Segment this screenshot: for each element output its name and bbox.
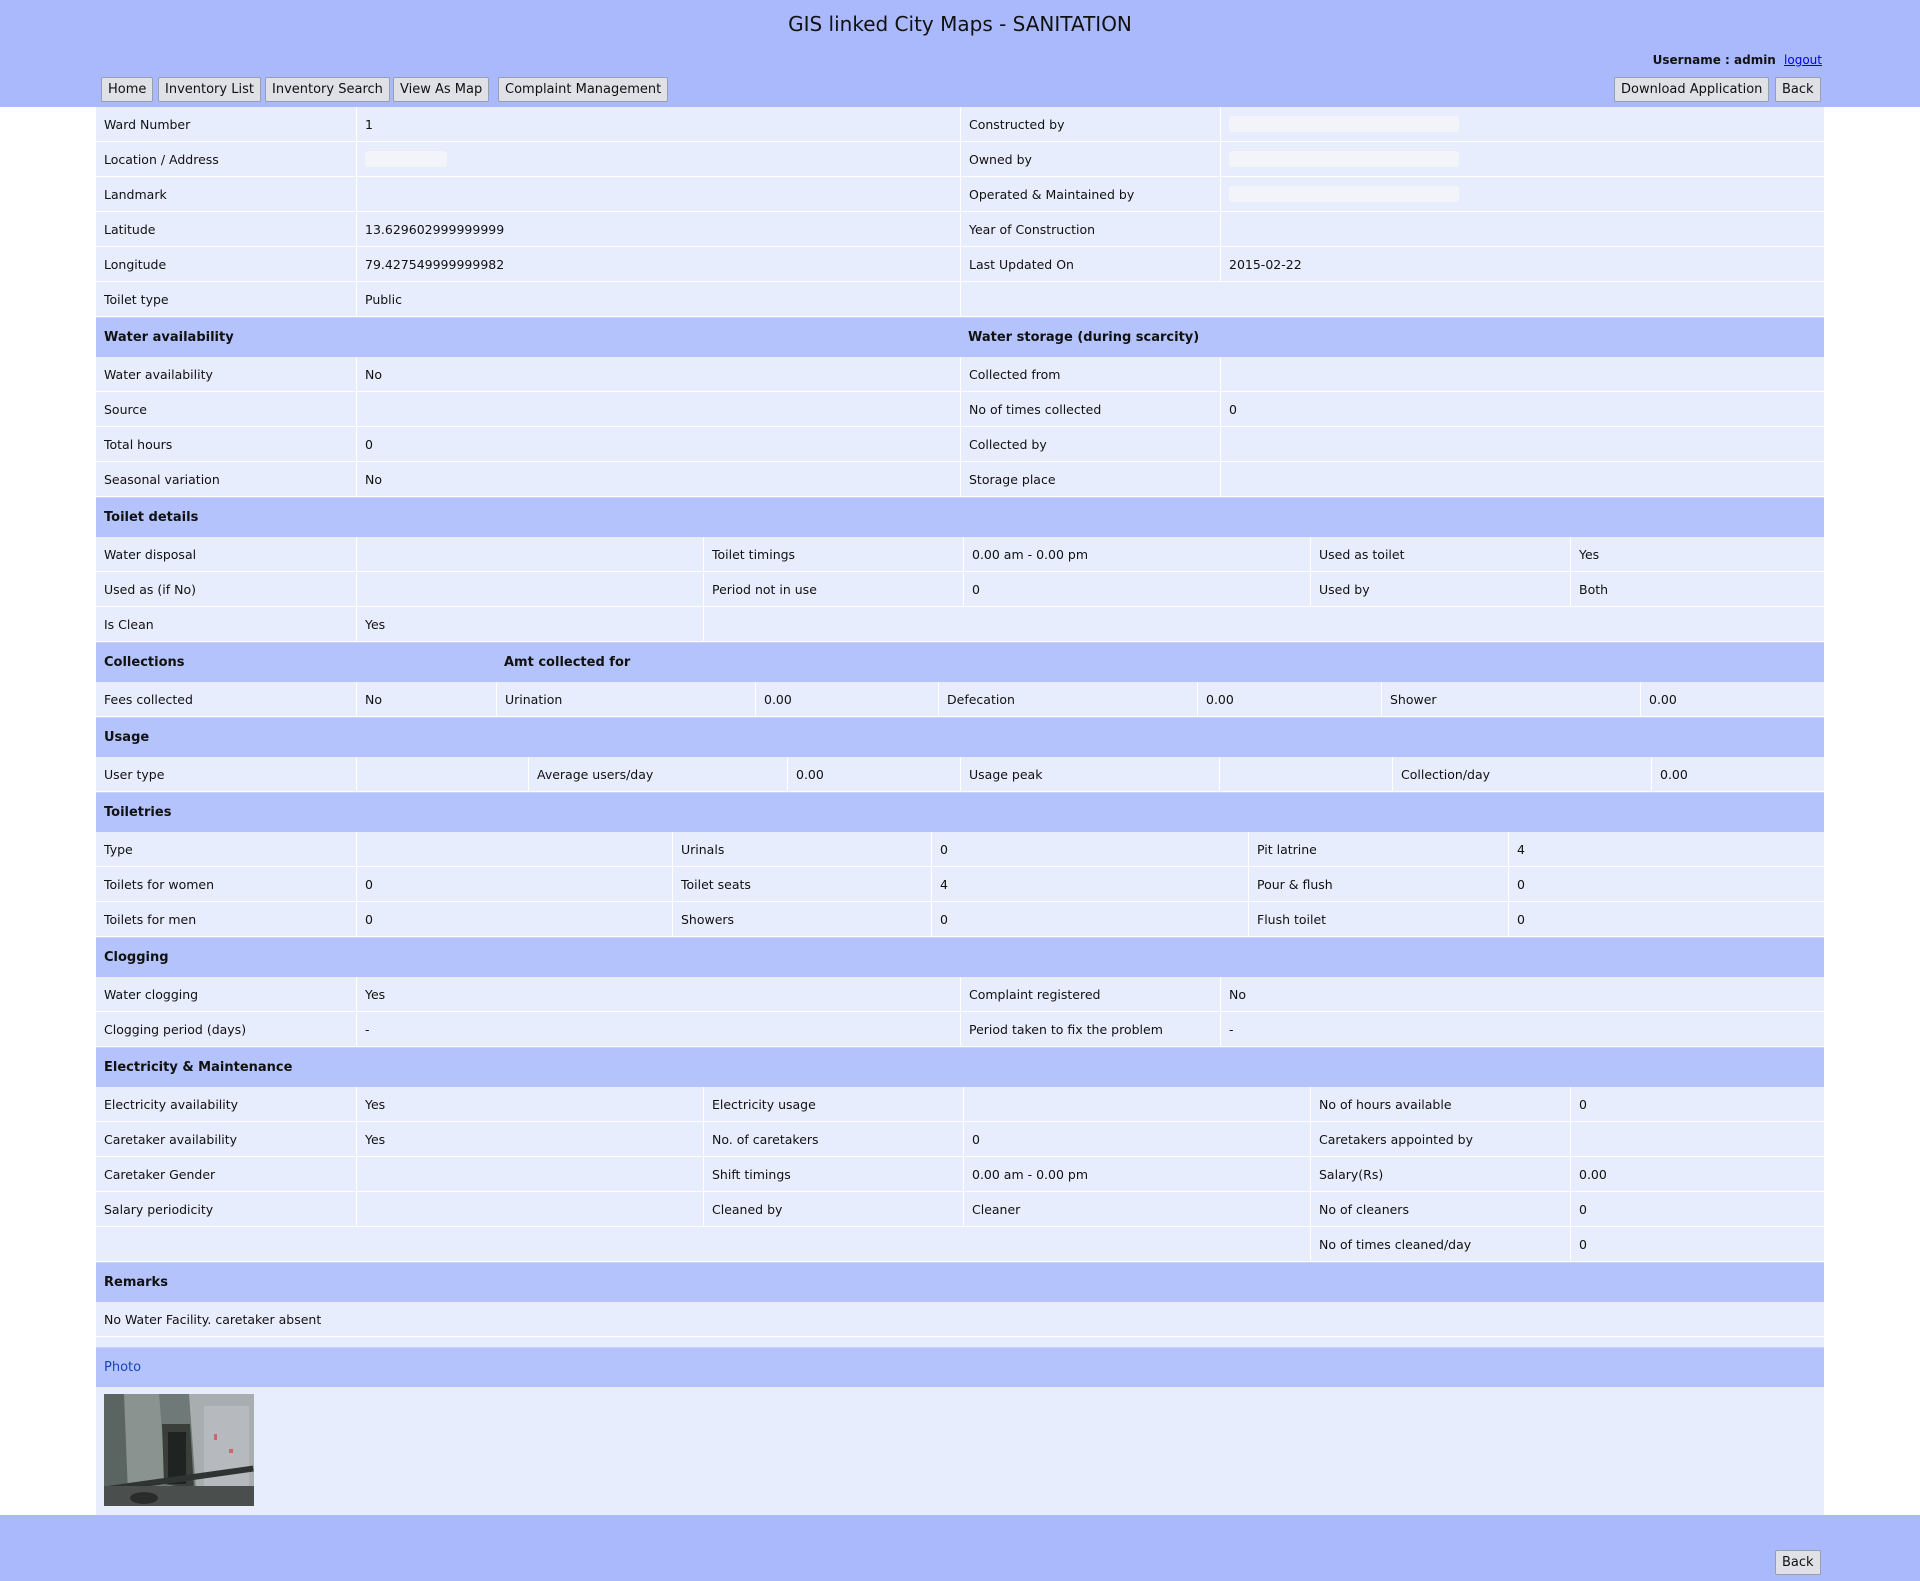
toilet-timings-value: 0.00 am - 0.00 pm — [963, 537, 1310, 571]
used-as-label: Used as (if No) — [104, 581, 197, 597]
electricity-availability-value: Yes — [356, 1087, 703, 1121]
page-title: GIS linked City Maps - SANITATION — [788, 12, 1132, 36]
cleaned-by-value: Cleaner — [963, 1192, 1310, 1226]
toilets-women-value: 0 — [356, 867, 672, 901]
table-row — [96, 832, 1824, 867]
record-details — [96, 107, 1824, 1515]
toilet-photo[interactable] — [104, 1394, 254, 1506]
user-type-value — [356, 757, 528, 791]
shift-timings-value: 0.00 am - 0.00 pm — [963, 1157, 1310, 1191]
section-header-toilet — [96, 497, 1824, 537]
collection-per-day-label: Collection/day — [1392, 757, 1651, 791]
table-row — [96, 757, 1824, 792]
hours-available-value: 0 — [1570, 1087, 1824, 1121]
table-row — [96, 462, 1824, 497]
caretaker-gender-label: Caretaker Gender — [104, 1166, 216, 1182]
table-row — [96, 977, 1824, 1012]
clogging-period-label: Clogging period (days) — [104, 1021, 247, 1037]
toilets-men-value: 0 — [356, 902, 672, 936]
inventory-search-button[interactable]: Inventory Search — [265, 77, 390, 102]
table-row — [96, 1122, 1824, 1157]
electricity-usage-value — [963, 1087, 1310, 1121]
last-updated-value: 2015-02-22 — [1220, 247, 1824, 281]
page-header — [0, 0, 1920, 107]
table-row — [96, 1227, 1824, 1262]
page-footer — [0, 1515, 1920, 1581]
section-header-collections — [96, 642, 1824, 682]
landmark-label: Landmark — [104, 186, 167, 202]
shift-timings-label: Shift timings — [703, 1157, 963, 1191]
section-header-clogging — [96, 937, 1824, 977]
caretaker-gender-value — [356, 1157, 703, 1191]
times-collected-value: 0 — [1220, 392, 1824, 426]
table-row — [96, 142, 1824, 177]
period-not-in-use-label: Period not in use — [703, 572, 963, 606]
toilet-section-title: Toilet details — [104, 510, 199, 525]
constructed-by-label: Constructed by — [960, 107, 1220, 141]
table-row — [96, 1087, 1824, 1122]
collected-from-value — [1220, 357, 1824, 391]
salary-periodicity-value — [356, 1192, 703, 1226]
footer-back-button[interactable]: Back — [1775, 1550, 1821, 1575]
showers-label: Showers — [672, 902, 931, 936]
toiletries-section-title: Toiletries — [104, 805, 172, 820]
water-availability-value: No — [356, 357, 960, 391]
pit-latrine-value: 4 — [1508, 832, 1824, 866]
toilet-seats-label: Toilet seats — [672, 867, 931, 901]
constructed-by-value — [1220, 107, 1824, 141]
num-caretakers-label: No. of caretakers — [703, 1122, 963, 1156]
toilet-seats-value: 4 — [931, 867, 1248, 901]
ward-number-label: Ward Number — [104, 116, 191, 132]
electricity-section-title: Electricity & Maintenance — [104, 1060, 293, 1075]
clogging-period-value: - — [356, 1012, 960, 1046]
redacted-value — [1229, 116, 1459, 132]
period-not-in-use-value: 0 — [963, 572, 1310, 606]
storage-place-value — [1220, 462, 1824, 496]
redacted-value — [1229, 151, 1459, 167]
empty-cell — [960, 282, 1824, 316]
usage-peak-label: Usage peak — [960, 757, 1219, 791]
table-row — [96, 212, 1824, 247]
empty-cell — [703, 607, 1824, 641]
caretaker-availability-value: Yes — [356, 1122, 703, 1156]
home-button[interactable]: Home — [101, 77, 153, 102]
fix-period-label: Period taken to fix the problem — [960, 1012, 1220, 1046]
collection-per-day-value: 0.00 — [1651, 757, 1824, 791]
table-row — [96, 427, 1824, 462]
source-value — [356, 392, 960, 426]
operated-value — [1220, 177, 1824, 211]
section-header-water — [96, 317, 1824, 357]
inventory-list-button[interactable]: Inventory List — [158, 77, 261, 102]
table-row — [96, 902, 1824, 937]
location-label: Location / Address — [104, 151, 219, 167]
landmark-value — [356, 177, 960, 211]
used-by-value: Both — [1570, 572, 1824, 606]
caretaker-availability-label: Caretaker availability — [104, 1131, 238, 1147]
num-cleaners-label: No of cleaners — [1310, 1192, 1570, 1226]
pour-flush-value: 0 — [1508, 867, 1824, 901]
section-header-usage — [96, 717, 1824, 757]
last-updated-label: Last Updated On — [960, 247, 1220, 281]
remarks-section-title: Remarks — [104, 1275, 168, 1290]
electricity-usage-label: Electricity usage — [703, 1087, 963, 1121]
appointed-by-value — [1570, 1122, 1824, 1156]
used-as-value — [356, 572, 703, 606]
download-application-button[interactable]: Download Application — [1614, 77, 1769, 102]
clogging-section-title: Clogging — [104, 950, 169, 965]
flush-toilet-label: Flush toilet — [1248, 902, 1508, 936]
photo-section-title: Photo — [104, 1360, 142, 1375]
empty-cell — [96, 1227, 1310, 1261]
defecation-label: Defecation — [938, 682, 1197, 716]
table-row — [96, 867, 1824, 902]
seasonal-variation-label: Seasonal variation — [104, 471, 220, 487]
is-clean-value: Yes — [356, 607, 703, 641]
table-row — [96, 392, 1824, 427]
source-label: Source — [104, 401, 147, 417]
fees-collected-value: No — [356, 682, 496, 716]
collected-by-value — [1220, 427, 1824, 461]
is-clean-label: Is Clean — [104, 616, 154, 632]
pour-flush-label: Pour & flush — [1248, 867, 1508, 901]
toilet-type-value: Public — [356, 282, 960, 316]
table-row — [96, 282, 1824, 317]
water-disposal-value — [356, 537, 703, 571]
times-collected-label: No of times collected — [960, 392, 1220, 426]
section-header-remarks — [96, 1262, 1824, 1302]
electricity-availability-label: Electricity availability — [104, 1096, 239, 1112]
owned-by-value — [1220, 142, 1824, 176]
avg-users-value: 0.00 — [787, 757, 960, 791]
toilets-men-label: Toilets for men — [104, 911, 197, 927]
times-cleaned-label: No of times cleaned/day — [1310, 1227, 1570, 1261]
table-row — [96, 1192, 1824, 1227]
urinals-label: Urinals — [672, 832, 931, 866]
ward-number-value: 1 — [356, 107, 960, 141]
appointed-by-label: Caretakers appointed by — [1310, 1122, 1570, 1156]
fees-collected-label: Fees collected — [104, 691, 193, 707]
collections-section-title: Collections — [104, 655, 185, 670]
table-row — [96, 177, 1824, 212]
username-label: Username : admin — [1652, 53, 1776, 67]
owned-by-label: Owned by — [960, 142, 1220, 176]
num-cleaners-value: 0 — [1570, 1192, 1824, 1226]
usage-peak-value — [1219, 757, 1392, 791]
usage-section-title: Usage — [104, 730, 150, 745]
table-row — [96, 682, 1824, 717]
used-as-toilet-value: Yes — [1570, 537, 1824, 571]
water-clogging-value: Yes — [356, 977, 960, 1011]
section-header-toiletries — [96, 792, 1824, 832]
table-row — [96, 537, 1824, 572]
redacted-value — [365, 151, 447, 167]
table-row — [96, 1012, 1824, 1047]
urination-value: 0.00 — [755, 682, 938, 716]
urination-label: Urination — [496, 682, 755, 716]
water-disposal-label: Water disposal — [104, 546, 197, 562]
avg-users-label: Average users/day — [528, 757, 787, 791]
salary-value: 0.00 — [1570, 1157, 1824, 1191]
complaint-registered-label: Complaint registered — [960, 977, 1220, 1011]
hours-available-label: No of hours available — [1310, 1087, 1570, 1121]
num-caretakers-value: 0 — [963, 1122, 1310, 1156]
toilet-type-label: Toilet type — [104, 291, 169, 307]
amt-collected-title: Amt collected for — [504, 655, 631, 670]
longitude-value: 79.427549999999982 — [356, 247, 960, 281]
toilet-timings-label: Toilet timings — [703, 537, 963, 571]
table-row — [96, 1302, 1824, 1337]
back-button[interactable]: Back — [1775, 77, 1821, 102]
total-hours-value: 0 — [356, 427, 960, 461]
table-row — [96, 572, 1824, 607]
year-value — [1220, 212, 1824, 246]
table-row — [96, 247, 1824, 282]
collected-by-label: Collected by — [960, 427, 1220, 461]
user-info — [1653, 53, 1822, 67]
toilets-women-label: Toilets for women — [104, 876, 215, 892]
logout-link[interactable]: logout — [1784, 53, 1822, 67]
table-row — [96, 357, 1824, 392]
table-row — [96, 107, 1824, 142]
location-value — [356, 142, 960, 176]
used-as-toilet-label: Used as toilet — [1310, 537, 1570, 571]
urinals-value: 0 — [931, 832, 1248, 866]
storage-place-label: Storage place — [960, 462, 1220, 496]
table-row — [96, 607, 1824, 642]
fix-period-value: - — [1220, 1012, 1824, 1046]
shower-value: 0.00 — [1640, 682, 1824, 716]
flush-toilet-value: 0 — [1508, 902, 1824, 936]
cleaned-by-label: Cleaned by — [703, 1192, 963, 1226]
salary-label: Salary(Rs) — [1310, 1157, 1570, 1191]
latitude-value: 13.629602999999999 — [356, 212, 960, 246]
showers-value: 0 — [931, 902, 1248, 936]
total-hours-label: Total hours — [104, 436, 173, 452]
water-section-title: Water availability — [104, 330, 234, 345]
salary-periodicity-label: Salary periodicity — [104, 1201, 214, 1217]
longitude-label: Longitude — [104, 256, 167, 272]
defecation-value: 0.00 — [1197, 682, 1381, 716]
collected-from-label: Collected from — [960, 357, 1220, 391]
section-header-photo — [96, 1347, 1824, 1387]
pit-latrine-label: Pit latrine — [1248, 832, 1508, 866]
table-row — [96, 1157, 1824, 1192]
redacted-value — [1229, 186, 1459, 202]
type-value — [356, 832, 672, 866]
used-by-label: Used by — [1310, 572, 1570, 606]
remarks-text: No Water Facility. caretaker absent — [104, 1311, 322, 1327]
type-label: Type — [104, 841, 133, 857]
complaint-registered-value: No — [1220, 977, 1824, 1011]
water-availability-label: Water availability — [104, 366, 213, 382]
complaint-management-button[interactable]: Complaint Management — [498, 77, 668, 102]
seasonal-variation-value: No — [356, 462, 960, 496]
times-cleaned-value: 0 — [1570, 1227, 1824, 1261]
water-clogging-label: Water clogging — [104, 986, 199, 1002]
section-header-electricity — [96, 1047, 1824, 1087]
year-label: Year of Construction — [960, 212, 1220, 246]
latitude-label: Latitude — [104, 221, 156, 237]
water-storage-section-title: Water storage (during scarcity) — [968, 330, 1200, 345]
operated-label: Operated & Maintained by — [960, 177, 1220, 211]
user-type-label: User type — [104, 766, 165, 782]
shower-label: Shower — [1381, 682, 1640, 716]
photo-image — [104, 1394, 254, 1506]
view-as-map-button[interactable]: View As Map — [393, 77, 489, 102]
